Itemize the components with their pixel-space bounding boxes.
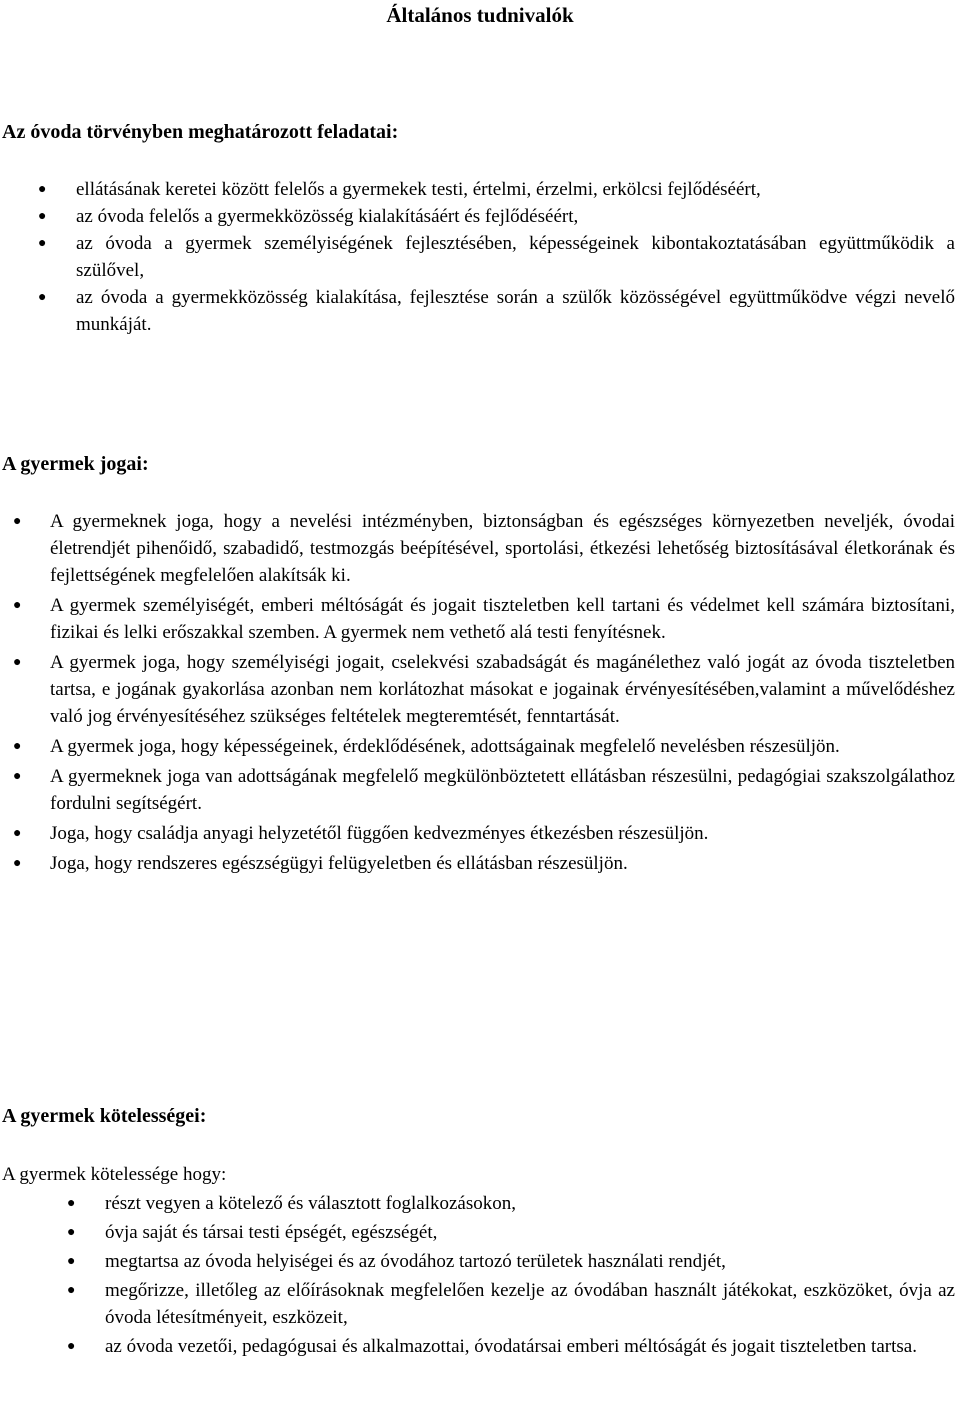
list-item: ● óvja saját és társai testi épségét, egészségét,	[105, 1219, 955, 1246]
bullet-icon: ●	[38, 236, 47, 251]
list-item: ● megtartsa az óvoda helyiségei és az óvodához tartozó területek használati rendjét,	[105, 1248, 955, 1275]
duties-list	[67, 1190, 955, 1362]
duties-intro: A gyermek kötelessége hogy:	[2, 1164, 227, 1185]
list-item: ● A gyermeknek joga, hogy a nevelési intézményben, biztonságban és egészséges környezetben neveljék, óvodai életrendjét pihenőidő, szabadidő, testmozgás beépítésével, sportolási, étkezési lehetőség biztosításával életkorának és fejlettségének megfelelően alakítsák ki.	[50, 508, 955, 589]
bullet-icon: ●	[13, 655, 22, 670]
list-item: ● A gyermek joga, hogy személyiségi jogait, cselekvési szabadságát és magánélethez való jogát az óvoda tiszteletben tartsa, e jogának gyakorlása azonban nem korlátozhat másokat e jogainak érvényesítésében,valamint a művelődéshez való jog érvényesítéséhez szükséges feltételek megteremtését, fenntartását.	[50, 649, 955, 730]
list-item: ● megőrizze, illetőleg az előírásoknak megfelelően kezelje az óvodában használt játékokat, eszközöket, óvja az óvoda létesítményeit, eszközeit,	[105, 1277, 955, 1331]
bullet-icon: ●	[13, 598, 22, 613]
bullet-icon: ●	[67, 1339, 76, 1354]
list-item: ● A gyermek személyiségét, emberi méltóságát és jogait tiszteletben kell tartani és védelmet kell számára biztosítani, fizikai és lelki erőszakkal szemben. A gyermek nem vethető alá testi fenyítésnek.	[50, 592, 955, 646]
list-item: ● az óvoda a gyermek személyiségének fejlesztésében, képességeinek kibontakoztatásában együttműködik a szülővel,	[76, 230, 955, 284]
section-heading-duties: A gyermek kötelességei:	[2, 1105, 207, 1127]
bullet-icon: ●	[38, 182, 47, 197]
list-item: ● Joga, hogy családja anyagi helyzetétől függően kedvezményes étkezésben részesüljön.	[50, 820, 955, 847]
bullet-icon: ●	[67, 1283, 76, 1298]
section-heading-tasks: Az óvoda törvényben meghatározott feladatai:	[2, 121, 399, 143]
bullet-icon: ●	[67, 1196, 76, 1211]
list-item: ● az óvoda vezetői, pedagógusai és alkalmazottai, óvodatársai emberi méltóságát és jogait tiszteletben tartsa.	[105, 1333, 955, 1360]
tasks-list	[38, 176, 955, 338]
list-item: ● az óvoda felelős a gyermekközösség kialakításáért és fejlődéséért,	[76, 203, 955, 230]
bullet-icon: ●	[13, 514, 22, 529]
bullet-icon: ●	[13, 856, 22, 871]
bullet-icon: ●	[13, 739, 22, 754]
bullet-icon: ●	[13, 826, 22, 841]
bullet-icon: ●	[67, 1225, 76, 1240]
list-item: ● Joga, hogy rendszeres egészségügyi felügyeletben és ellátásban részesüljön.	[50, 850, 955, 877]
page-title: Általános tudnivalók	[386, 3, 574, 27]
bullet-icon: ●	[67, 1254, 76, 1269]
bullet-icon: ●	[38, 290, 47, 305]
rights-list	[13, 508, 955, 880]
list-item: ● az óvoda a gyermekközösség kialakítása, fejlesztése során a szülők közösségével együttműködve végzi nevelő munkáját.	[76, 284, 955, 338]
list-item: ● A gyermek joga, hogy képességeinek, érdeklődésének, adottságainak megfelelő nevelésben részesüljön.	[50, 733, 955, 760]
bullet-icon: ●	[13, 769, 22, 784]
bullet-icon: ●	[38, 209, 47, 224]
list-item: ● A gyermeknek joga van adottságának megfelelő megkülönböztetett ellátásban részesülni, pedagógiai szakszolgálathoz fordulni segítségért.	[50, 763, 955, 817]
list-item: ● ellátásának keretei között felelős a gyermekek testi, értelmi, érzelmi, erkölcsi fejlődéséért,	[76, 176, 955, 203]
section-heading-rights: A gyermek jogai:	[2, 453, 149, 475]
list-item: ● részt vegyen a kötelező és választott foglalkozásokon,	[105, 1190, 955, 1217]
